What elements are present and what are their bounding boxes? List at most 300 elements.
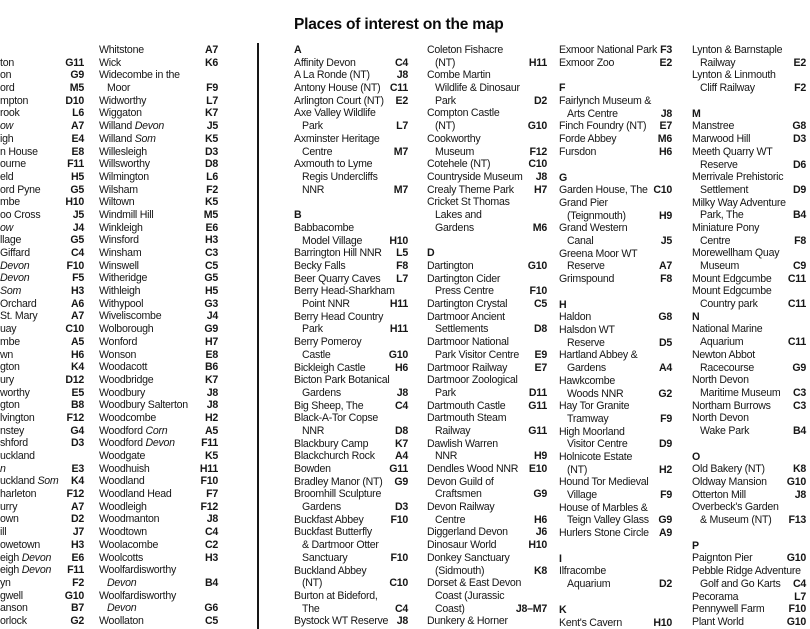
index-entry <box>427 107 547 120</box>
entry-name: ill <box>0 526 7 539</box>
entry-name: Dinosaur World <box>427 539 497 552</box>
grid-ref: F10 <box>66 259 84 272</box>
grid-ref: E5 <box>71 386 84 399</box>
entry-name: Hurlers Stone Circle <box>559 527 649 540</box>
entry-name: Lakes and <box>435 208 482 221</box>
entry-name: Lynton & Barnstaple <box>692 44 783 56</box>
index-entry <box>0 247 84 260</box>
entry-name: North Devon <box>692 412 749 425</box>
index-entry <box>427 95 547 108</box>
grid-ref: K4 <box>70 475 84 488</box>
grid-ref: C4 <box>204 526 218 539</box>
entry-name: Dartmouth Castle <box>427 399 506 412</box>
entry-name: Woodbridge <box>99 373 154 386</box>
entry-name: Dartmouth Steam <box>427 412 507 425</box>
entry-name: A <box>294 44 302 56</box>
grid-ref: D12 <box>65 373 84 386</box>
entry-name: Bowden <box>294 463 331 475</box>
entry-name: Woodtown <box>99 526 147 539</box>
section-spacer <box>559 159 672 172</box>
grid-ref: C5 <box>204 259 218 272</box>
section-letter <box>559 82 672 95</box>
entry-name: Willand Som <box>99 132 156 145</box>
section-spacer <box>692 527 806 540</box>
entry-name: (NT) <box>435 120 456 133</box>
entry-name: nstey <box>0 424 25 437</box>
index-entry <box>294 57 408 70</box>
index-entry <box>0 501 84 514</box>
index-entry <box>692 362 806 375</box>
entry-name: Widworthy <box>99 94 147 107</box>
index-entry <box>99 184 218 197</box>
index-entry <box>427 387 547 400</box>
entry-name: Berry Head Country <box>294 310 384 323</box>
index-entry <box>0 285 84 298</box>
entry-name: Castle <box>302 348 331 361</box>
index-entry <box>0 310 84 323</box>
index-entry <box>99 285 218 298</box>
entry-name: P <box>692 539 699 552</box>
entry-name: Cookworthy <box>427 132 481 145</box>
entry-name: Railway <box>700 56 736 69</box>
grid-ref: G10 <box>786 552 806 565</box>
grid-ref: C11 <box>787 336 806 349</box>
entry-name: NNR <box>302 424 325 437</box>
grid-ref: G4 <box>70 424 84 437</box>
entry-name: Hawkcombe <box>559 374 616 387</box>
grid-ref: H6 <box>533 513 547 526</box>
grid-ref: L5 <box>396 247 408 260</box>
grid-ref: L6 <box>72 107 84 120</box>
entry-name: Miniature Pony <box>692 221 760 234</box>
grid-ref: F12 <box>66 488 84 501</box>
index-entry <box>559 311 672 324</box>
index-entry <box>559 514 672 527</box>
entry-name: Widecombe in the <box>99 69 180 82</box>
entry-name: Barrington Hill NNR <box>294 247 382 260</box>
grid-ref: C10 <box>65 323 84 336</box>
index-entry <box>294 412 408 425</box>
entry-name: Woolfardisworthy <box>99 564 177 577</box>
entry-name: Village <box>567 489 597 501</box>
index-entry <box>294 539 408 552</box>
index-entry <box>692 323 806 336</box>
index-entry <box>99 602 218 615</box>
entry-name: Dartington <box>427 260 474 272</box>
index-entry <box>0 349 84 362</box>
entry-name: Wilsham <box>99 183 138 196</box>
entry-name: Museum <box>435 145 475 158</box>
index-entry <box>559 565 672 578</box>
grid-ref: C3 <box>792 386 806 399</box>
index-entry <box>427 501 547 514</box>
index-entry <box>0 222 84 235</box>
entry-name: Willsworthy <box>99 158 150 171</box>
grid-ref: F2 <box>794 82 806 95</box>
entry-name: Berry Head-Sharkham <box>294 285 395 298</box>
index-entry <box>294 349 408 362</box>
index-entry <box>427 273 547 286</box>
entry-name: N <box>692 310 700 323</box>
grid-ref: G11 <box>65 56 84 69</box>
grid-ref: D8 <box>394 424 408 437</box>
index-entry <box>692 235 806 248</box>
grid-ref: H9 <box>658 209 672 222</box>
entry-name: Maritime Museum <box>700 386 781 399</box>
entry-name: Woodleigh <box>99 500 147 513</box>
entry-name: Settlement <box>700 183 749 196</box>
grid-ref: G2 <box>658 387 672 400</box>
entry-name: NNR <box>435 450 458 463</box>
index-entry <box>99 349 218 362</box>
index-entry <box>559 324 672 337</box>
grid-ref: G8 <box>658 311 672 324</box>
grid-ref: G10 <box>527 120 547 133</box>
grid-ref: L7 <box>794 590 806 603</box>
index-entry <box>99 361 218 374</box>
grid-ref: E2 <box>793 56 806 69</box>
grid-ref: C11 <box>389 82 408 95</box>
index-entry <box>559 108 672 121</box>
index-entry <box>294 577 408 590</box>
index-entry <box>427 476 547 489</box>
entry-name: Berry Pomeroy <box>294 336 362 349</box>
poi-column-2 <box>427 44 547 628</box>
index-entry <box>427 133 547 146</box>
section-letter <box>559 553 672 566</box>
entry-name: ord Pyne <box>0 183 41 196</box>
entry-name: Point NNR <box>302 298 350 311</box>
index-entry <box>427 349 547 362</box>
entry-name: Becky Falls <box>294 260 346 272</box>
grid-ref: G5 <box>70 183 84 196</box>
entry-name: Centre <box>700 234 731 247</box>
index-entry <box>294 615 408 628</box>
grid-ref: F12 <box>66 411 84 424</box>
grid-ref: D3 <box>394 501 408 514</box>
index-entry <box>99 501 218 514</box>
index-entry <box>559 235 672 248</box>
index-entry <box>692 247 806 260</box>
grid-ref: G8 <box>792 120 806 133</box>
entry-name: Dartmoor National <box>427 336 509 349</box>
grid-ref: F5 <box>72 272 84 285</box>
index-entry <box>294 336 408 349</box>
index-entry <box>99 526 218 539</box>
index-entry <box>559 578 672 591</box>
grid-ref: L7 <box>396 272 408 285</box>
grid-ref: G9 <box>658 514 672 527</box>
index-entry <box>692 463 806 476</box>
entry-name: Woodford Corn <box>99 424 168 437</box>
entry-name: Burton at Bideford, <box>294 589 378 602</box>
grid-ref: G10 <box>388 348 408 361</box>
grid-ref: M5 <box>69 82 84 95</box>
index-entry <box>294 285 408 298</box>
grid-ref: K6 <box>204 56 218 69</box>
grid-ref: F10 <box>390 551 408 564</box>
index-entry <box>692 374 806 387</box>
grid-ref: H7 <box>204 335 218 348</box>
grid-ref: J5 <box>660 234 672 247</box>
entry-name: Axmouth to Lyme <box>294 158 373 171</box>
index-entry <box>0 399 84 412</box>
grid-ref: G9 <box>792 361 806 374</box>
index-entry <box>99 107 218 120</box>
entry-name: Greena Moor WT <box>559 247 638 260</box>
entry-name: uay <box>0 323 17 336</box>
grid-ref: J6 <box>535 526 547 539</box>
index-entry <box>692 565 806 578</box>
grid-ref: F3 <box>660 44 672 56</box>
column-divider <box>257 43 259 629</box>
grid-ref: C3 <box>204 247 218 259</box>
grid-ref: H10 <box>65 196 84 209</box>
entry-name: Willand Devon <box>99 120 165 133</box>
entry-name: Visitor Centre <box>567 438 628 451</box>
entry-name: Museum <box>700 260 740 272</box>
entry-name: Arlington Court (NT) <box>294 94 384 107</box>
grid-ref: D8 <box>533 323 547 336</box>
index-entry <box>692 209 806 222</box>
entry-name: Coast (Jurassic <box>435 589 505 602</box>
entry-name: Broomhill Sculpture <box>294 488 382 501</box>
grid-ref: H3 <box>70 538 84 551</box>
grid-ref: A4 <box>394 450 408 463</box>
index-entry <box>0 57 84 70</box>
entry-name: mpton <box>0 94 29 107</box>
index-entry <box>99 247 218 260</box>
entry-name: Fairlynch Museum & <box>559 95 652 108</box>
index-entry <box>559 400 672 413</box>
entry-name: Hay Tor Granite <box>559 400 630 413</box>
section-letter <box>294 209 408 222</box>
entry-name: Sanctuary <box>302 551 348 564</box>
index-entry <box>427 362 547 375</box>
grid-ref: D3 <box>204 145 218 158</box>
section-spacer <box>427 234 547 247</box>
index-entry <box>294 95 408 108</box>
grid-ref: J7 <box>72 526 84 539</box>
entry-name: uckland Som <box>0 475 59 488</box>
index-entry <box>692 489 806 502</box>
entry-name: Woodmanton <box>99 513 160 526</box>
section-letter <box>692 311 806 324</box>
index-entry <box>0 526 84 539</box>
index-entry <box>427 374 547 387</box>
grid-ref: J8 <box>535 170 547 183</box>
index-entry <box>559 527 672 540</box>
index-entry <box>0 209 84 222</box>
entry-name: Meeth Quarry WT <box>692 145 773 158</box>
entry-name: Reserve <box>567 260 605 273</box>
grid-ref: L6 <box>206 170 218 183</box>
index-entry <box>0 450 84 463</box>
entry-name: Windmill Hill <box>99 208 154 221</box>
grid-ref: F13 <box>788 514 806 527</box>
grid-ref: H9 <box>533 450 547 463</box>
index-entry <box>559 133 672 146</box>
entry-name: Orchard <box>0 297 37 310</box>
grid-ref: A5 <box>70 335 84 348</box>
entry-name: n House <box>0 145 38 158</box>
index-entry <box>294 362 408 375</box>
index-entry <box>0 260 84 273</box>
index-entry <box>0 120 84 133</box>
grid-ref: F9 <box>660 489 672 501</box>
index-entry <box>99 209 218 222</box>
index-entry <box>427 184 547 197</box>
entry-name: Dorset & East Devon <box>427 577 522 590</box>
index-entry <box>0 590 84 603</box>
index-entry <box>692 616 806 629</box>
grid-ref: D10 <box>65 94 84 107</box>
index-entry <box>99 374 218 387</box>
index-entry <box>294 590 408 603</box>
grid-ref: E2 <box>395 94 408 107</box>
grid-ref: H11 <box>389 323 408 336</box>
index-entry <box>692 349 806 362</box>
index-entry <box>427 171 547 184</box>
section-spacer <box>559 69 672 82</box>
index-entry <box>0 463 84 476</box>
index-entry <box>427 82 547 95</box>
index-entry <box>294 298 408 311</box>
entry-name: Devon <box>0 272 30 285</box>
entry-name: Big Sheep, The <box>294 399 364 412</box>
index-entry <box>0 539 84 552</box>
index-entry <box>559 146 672 159</box>
grid-ref: E6 <box>71 551 84 564</box>
entry-name: Milky Way Adventure <box>692 196 786 209</box>
entry-name: Model Village <box>302 234 363 247</box>
index-entry <box>99 260 218 273</box>
entry-name: Blackchurch Rock <box>294 450 375 463</box>
entry-name: Winswell <box>99 259 139 272</box>
index-entry <box>559 184 672 197</box>
entry-name: Dartington Crystal <box>427 298 508 311</box>
entry-name: Compton Castle <box>427 107 500 120</box>
index-entry <box>0 133 84 146</box>
index-entry <box>559 362 672 375</box>
index-entry <box>427 565 547 578</box>
entry-name: Morewellham Quay <box>692 247 780 260</box>
entry-name: Gardens <box>435 221 474 234</box>
index-entry <box>99 412 218 425</box>
index-entry <box>294 501 408 514</box>
section-spacer <box>559 591 672 604</box>
index-entry <box>559 464 672 477</box>
entry-name: eigh Devon <box>0 564 52 577</box>
index-entry <box>427 539 547 552</box>
entry-name: ow <box>0 221 14 234</box>
index-entry <box>99 222 218 235</box>
index-entry <box>99 615 218 628</box>
index-entry <box>294 311 408 324</box>
index-entry <box>427 158 547 171</box>
entry-name: Country park <box>700 298 758 311</box>
index-entry <box>294 565 408 578</box>
index-entry <box>294 235 408 248</box>
grid-ref: H5 <box>70 170 84 183</box>
index-entry <box>99 437 218 450</box>
index-entry <box>427 488 547 501</box>
section-letter <box>559 604 672 617</box>
entry-name: Grimspound <box>559 273 615 285</box>
entry-name: Devon <box>107 576 137 589</box>
grid-ref: M7 <box>393 183 408 196</box>
entry-name: Mount Edgcumbe <box>692 285 772 298</box>
entry-name: Wake Park <box>700 424 750 437</box>
entry-name: Marwood Hill <box>692 133 751 146</box>
entry-name: Cricket St Thomas <box>427 196 510 209</box>
grid-ref: K7 <box>204 107 218 120</box>
grid-ref: D9 <box>792 183 806 196</box>
entry-name: Dendles Wood NNR <box>427 463 519 475</box>
index-entry <box>294 603 408 616</box>
entry-name: Beer Quarry Caves <box>294 272 381 285</box>
grid-ref: C10 <box>528 158 547 171</box>
entry-name: Kent's Cavern <box>559 616 622 629</box>
index-entry <box>99 552 218 565</box>
grid-ref: G11 <box>528 399 547 412</box>
grid-ref: D3 <box>792 133 806 146</box>
entry-name: Wolborough <box>99 323 154 336</box>
index-entry <box>692 69 806 82</box>
entry-name: Teign Valley Glass <box>567 514 649 527</box>
entry-name: (NT) <box>435 56 456 69</box>
grid-ref: C2 <box>204 538 218 551</box>
entry-name: House of Marbles & <box>559 501 648 514</box>
entry-name: Donkey Sanctuary <box>427 551 510 564</box>
entry-name: Park <box>302 120 323 133</box>
grid-ref: G11 <box>528 424 547 437</box>
index-entry <box>559 451 672 464</box>
index-entry <box>294 146 408 159</box>
entry-name: NNR <box>302 183 325 196</box>
grid-ref: F10 <box>529 285 547 298</box>
index-entry <box>294 476 408 489</box>
grid-ref: C4 <box>394 602 408 615</box>
index-entry <box>692 133 806 146</box>
entry-name: shford <box>0 437 28 450</box>
entry-name: Overbeck's Garden <box>692 501 779 514</box>
entry-name: I <box>559 552 562 565</box>
grid-ref: F2 <box>72 576 84 589</box>
index-entry <box>427 577 547 590</box>
index-entry <box>692 184 806 197</box>
poi-column-3 <box>559 44 672 629</box>
grid-ref: F8 <box>660 273 672 285</box>
index-entry <box>294 323 408 336</box>
entry-name: owetown <box>0 538 41 551</box>
index-entry <box>294 260 408 273</box>
grid-ref: K5 <box>204 450 218 462</box>
index-entry <box>692 260 806 273</box>
index-entry <box>0 552 84 565</box>
section-letter <box>559 299 672 312</box>
entry-name: mbe <box>0 196 20 209</box>
grid-ref: D8 <box>204 158 218 171</box>
grid-ref: F12 <box>529 145 547 158</box>
entry-name: Park <box>435 386 456 399</box>
gazetteer-column-w <box>99 44 218 628</box>
entry-name: Coast) <box>435 602 465 615</box>
grid-ref: A4 <box>658 362 672 375</box>
grid-ref: B4 <box>204 576 218 589</box>
entry-name: Dartmoor Ancient <box>427 310 505 323</box>
grid-ref: G2 <box>70 614 84 627</box>
